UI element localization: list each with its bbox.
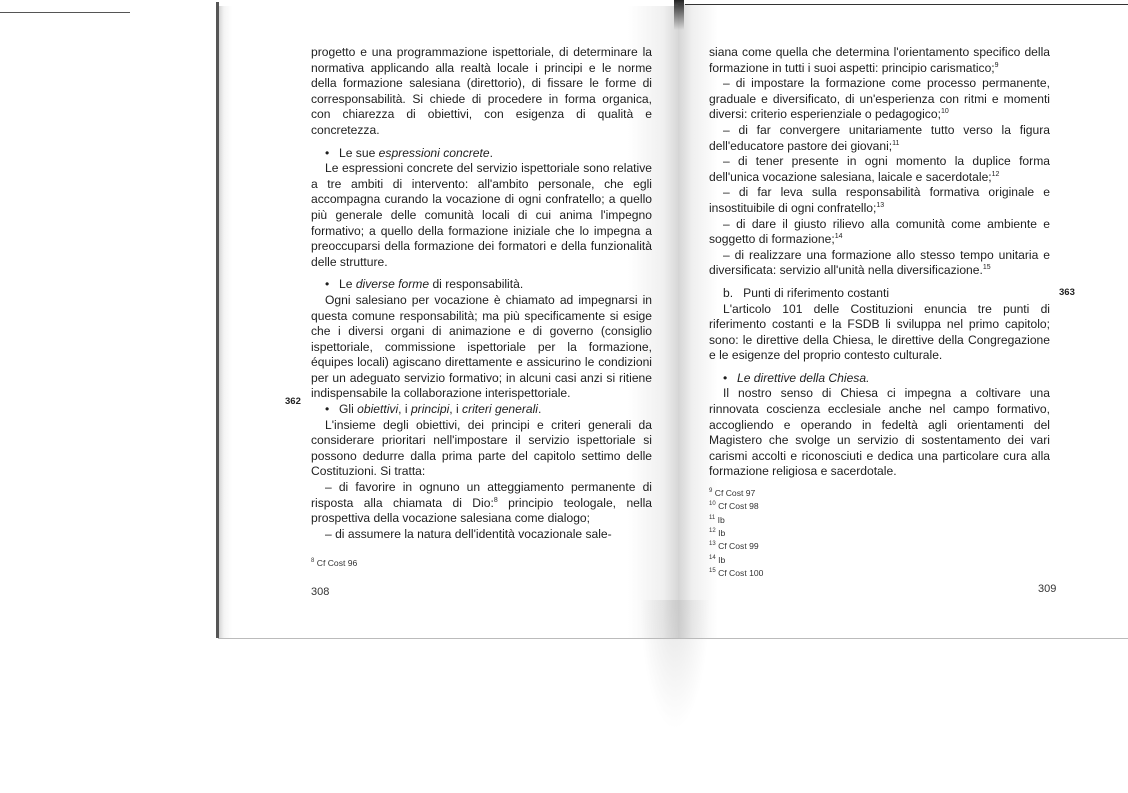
list-item: – di favorire in ognuno un atteggiamento permanente di risposta alla chiamata di Dio:$^8$ principio teologale, nella prospettiva della vocazione salesiana come dialogo; xyxy=(311,480,652,526)
footnote: $^{11}$ Ib xyxy=(709,514,725,525)
list-item: – di tener presente in ogni momento la duplice forma dell'unica vocazione salesiana, laicale e sacerdotale;$^{12}$ xyxy=(709,154,1050,184)
page-number: 309 xyxy=(1038,583,1057,595)
bullet-dot-icon: • xyxy=(325,277,330,292)
right-page-top-edge xyxy=(685,4,1128,5)
right-text-column xyxy=(709,45,1050,480)
footnotes xyxy=(709,486,763,580)
bullet-heading: • Le diverse forme di responsabilità. xyxy=(325,277,524,292)
footnote: $^{15}$ Cf Cost 100 xyxy=(709,568,764,579)
bullet-dot-icon: • xyxy=(325,145,330,160)
footnote: $^8$ Cf Cost 96 xyxy=(311,557,358,568)
bullet-heading: • Gli obiettivi, i principi, i criteri generali. xyxy=(325,402,542,417)
footnotes xyxy=(311,556,357,569)
margin-number: 362 xyxy=(285,396,301,407)
page-number: 308 xyxy=(311,586,330,598)
section-heading: b. Punti di riferimento costanti xyxy=(723,285,890,300)
left-page-edge xyxy=(216,2,219,638)
spine-top-shadow xyxy=(674,0,684,30)
left-text-column xyxy=(311,45,652,542)
margin-number: 363 xyxy=(1059,287,1075,298)
paragraph: progetto e una programmazione ispettoriale, di determinare la normativa applicando alla realtà locale i principi e le norme della formazione salesiana (direttorio), di fissare le forme di corresponsabilità. Si chiede di procedere in forma organica, con chiarezza di obiettivi, con esigenza di qualità e concretezza. xyxy=(311,45,652,137)
spine-shadow xyxy=(640,600,710,730)
footnote: $^{13}$ Cf Cost 99 xyxy=(709,541,759,552)
paragraph: Il nostro senso di Chiesa ci impegna a coltivare una rinnovata coscienza ecclesiale anche nel campo formativo, accogliendo e operando in fedeltà agli orientamenti del Magistero che svolge un servizio di sostentamento dei vari carismi accolti e riconosciuti e dedica una particolare cura alla formazione religiosa e sacerdotale. xyxy=(709,386,1050,479)
list-item: – di realizzare una formazione allo stesso tempo unitaria e diversificata: servizio all'unità nella diversificazione.$^{15}$ xyxy=(709,247,1050,278)
bullet-dot-icon: • xyxy=(723,370,728,385)
footnote: $^{14}$ Ib xyxy=(709,554,726,565)
bullet-heading: • Le sue espressioni concrete. xyxy=(325,145,493,160)
list-item: siana come quella che determina l'orientamento specifico della formazione in tutti i suoi aspetti: principio carismatico;$^9$ xyxy=(709,45,1050,75)
paragraph: Le espressioni concrete del servizio ispettoriale sono relative a tre ambiti di intervento: all'ambito personale, che egli accompagna curando la vocazione di ogni confratello; a quello più generale delle comunità locali di cui anima l'impegno formativo; a quello della formazione iniziale che lo impegna a preoccuparsi della formazione dei formatori e della funzionalità delle strutture. xyxy=(311,161,652,269)
list-item: – di assumere la natura dell'identità vocazionale sale- xyxy=(325,526,612,541)
list-item: – di dare il giusto rilievo alla comunità come ambiente e soggetto di formazione;$^{14}$ xyxy=(709,216,1050,247)
footnote: $^9$ Cf Cost 97 xyxy=(709,487,756,498)
footnote: $^{12}$ Ib xyxy=(709,527,726,538)
list-item: – di impostare la formazione come processo permanente, graduale e diversificato, di un'esperienza con ritmi e momenti diversi: criterio esperienziale o pedagogico;$^{10}$ xyxy=(709,76,1050,122)
bullet-dot-icon: • xyxy=(325,402,330,417)
top-left-edge-line xyxy=(0,12,130,13)
paragraph: Ogni salesiano per vocazione è chiamato ad impegnarsi in questa comune responsabilità; ma più specificamente si esige che i diversi organi di animazione e di governo (consiglio ispettoriale, commissione ispettoriale per la formazione, équipes locali) agiscano direttamente e assicurino le condizioni per un adeguato servizio formativo; in alcuni casi anzi si ritiene indispensabile la collaborazione interispettoriale. xyxy=(311,292,652,401)
bullet-heading: • Le direttive della Chiesa. xyxy=(723,370,870,385)
paragraph: L'articolo 101 delle Costituzioni enuncia tre punti di riferimento costanti e la FSDB li sviluppa nel primo capitolo; sono: le direttive della Chiesa, le direttive della Congregazione e le esigenze del proprio contesto culturale. xyxy=(709,301,1050,363)
list-item: – di far leva sulla responsabilità formativa originale e insostituibile di ogni confratello;$^{13}$ xyxy=(709,185,1050,215)
footnote: $^{10}$ Cf Cost 98 xyxy=(709,501,759,512)
paragraph: L'insieme degli obiettivi, dei principi e criteri generali da considerare prioritari nell'impostare il servizio ispettoriale si possono dedurre dalla prima parte del capitolo settimo delle Costituzioni. Si tratta: xyxy=(311,417,652,479)
list-item: – di far convergere unitariamente tutto verso la figura dell'educatore pastore dei giovani;$^{11}$ xyxy=(709,122,1050,153)
